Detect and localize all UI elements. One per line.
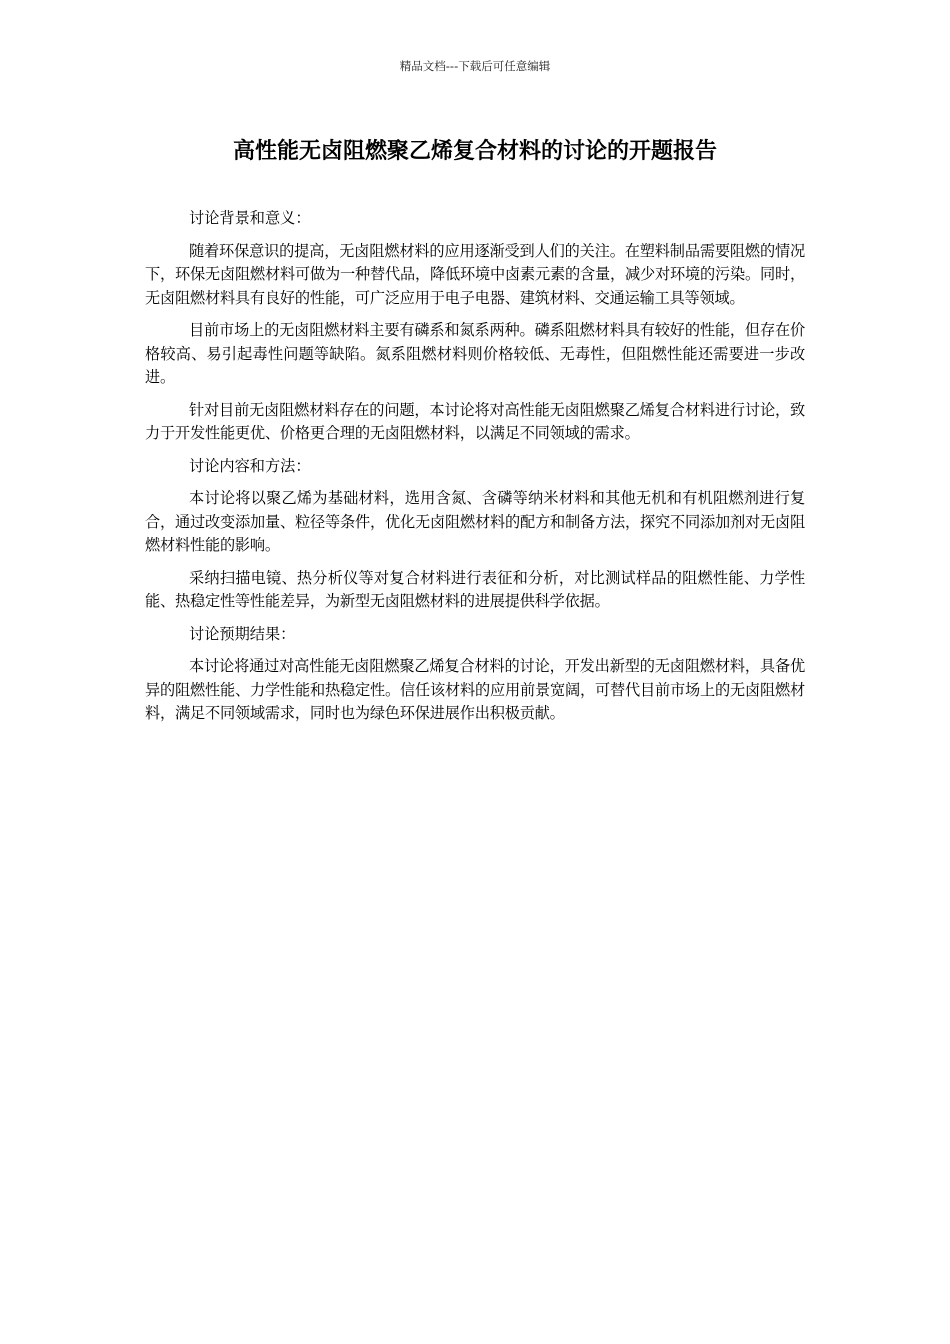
header-note: 精品文档---下载后可任意编辑 <box>399 59 551 73</box>
section-heading-methods: 讨论内容和方法： <box>189 456 311 475</box>
document-title: 高性能无卤阻燃聚乙烯复合材料的讨论的开题报告 <box>232 139 717 164</box>
paragraph: 采纳扫描电镜、热分析仪等对复合材料进行表征和分析，对比测试样品的阻燃性能、力学性能、热稳定性等性能差异，为新型无卤阻燃材料的进展提供科学依据。 <box>145 568 805 610</box>
paragraph: 随着环保意识的提高，无卤阻燃材料的应用逐渐受到人们的关注。在塑料制品需要阻燃的情况下，环保无卤阻燃材料可做为一种替代品，降低环境中卤素元素的含量，减少对环境的污染。同时，无卤阻燃材料具有良好的性能，可广泛应用于电子电器、建筑材料、交通运输工具等领域。 <box>145 241 805 307</box>
paragraph: 本讨论将通过对高性能无卤阻燃聚乙烯复合材料的讨论，开发出新型的无卤阻燃材料，具备优异的阻燃性能、力学性能和热稳定性。信任该材料的应用前景宽阔，可替代目前市场上的无卤阻燃材料，满足不同领域需求，同时也为绿色环保进展作出积极贡献。 <box>145 657 805 722</box>
section-heading-background: 讨论背景和意义： <box>189 209 311 227</box>
paragraph: 目前市场上的无卤阻燃材料主要有磷系和氮系两种。磷系阻燃材料具有较好的性能，但存在价格较高、易引起毒性问题等缺陷。氮系阻燃材料则价格较低、无毒性，但阻燃性能还需要进一步改进。 <box>145 321 805 386</box>
paragraph: 针对目前无卤阻燃材料存在的问题，本讨论将对高性能无卤阻燃聚乙烯复合材料进行讨论，致力于开发性能更优、价格更合理的无卤阻燃材料，以满足不同领域的需求。 <box>145 400 805 442</box>
paragraph: 本讨论将以聚乙烯为基础材料，选用含氮、含磷等纳米材料和其他无机和有机阻燃剂进行复合，通过改变添加量、粒径等条件，优化无卤阻燃材料的配方和制备方法，探究不同添加剂对无卤阻燃材料性能的影响。 <box>145 489 805 554</box>
section-heading-results: 讨论预期结果： <box>189 624 296 643</box>
document-body <box>145 207 805 735</box>
